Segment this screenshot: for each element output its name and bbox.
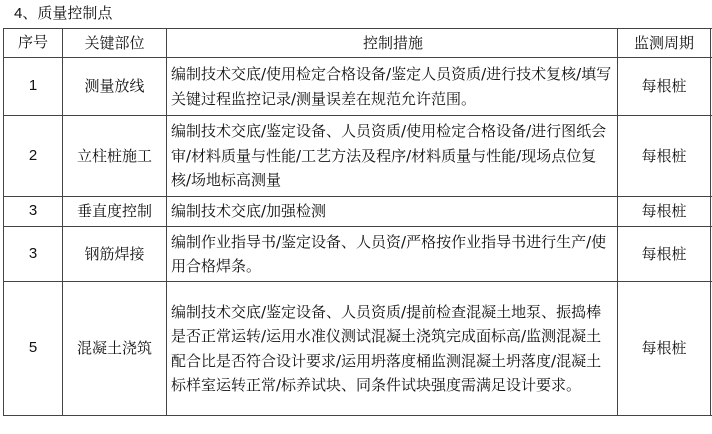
header-no: 序号 <box>4 29 63 58</box>
row-measure: 编制作业指导书/鉴定设备、人员资/严格按作业指导书进行生产/使用合格焊条。 <box>167 227 618 282</box>
table-header-row <box>4 29 712 58</box>
table-row <box>4 197 712 227</box>
row-part: 混凝土浇筑 <box>63 282 167 416</box>
row-number: 2 <box>4 116 63 197</box>
section-heading <box>14 0 112 26</box>
row-measure: 编制技术交底/使用检定合格设备/鉴定人员资质/进行技术复核/填写关键过程监控记录/测量误差在规范允许范围。 <box>167 58 618 116</box>
row-number: 5 <box>4 282 63 416</box>
section-number: 4、 <box>14 5 38 22</box>
row-measure: 编制技术交底/加强检测 <box>167 197 618 227</box>
section-title: 质量控制点 <box>37 4 113 22</box>
row-period: 每根桩 <box>618 227 711 282</box>
row-part: 立柱桩施工 <box>63 116 167 197</box>
table-row <box>4 282 712 416</box>
row-number: 3 <box>4 197 63 227</box>
row-period: 每根桩 <box>618 58 711 116</box>
row-measure: 编制技术交底/鉴定设备、人员资质/提前检查混凝土地泵、振捣棒是否正常运转/运用水准仪测试混凝土浇筑完成面标高/监测混凝土配合比是否符合设计要求/运用坍落度桶监测混凝土坍落度/混凝土标样室运转正常/标养试块、同条件试块强度需满足设计要求。 <box>167 282 618 416</box>
table-row <box>4 58 712 116</box>
row-period: 每根桩 <box>618 197 711 227</box>
table-row <box>4 227 712 282</box>
row-part: 钢筋焊接 <box>63 227 167 282</box>
header-period: 监测周期 <box>618 29 711 58</box>
row-number: 1 <box>4 58 63 116</box>
row-part: 测量放线 <box>63 58 167 116</box>
quality-control-table <box>3 28 712 416</box>
row-number: 3 <box>4 227 63 282</box>
table-row <box>4 116 712 197</box>
row-period: 每根桩 <box>618 282 711 416</box>
header-measure: 控制措施 <box>167 29 618 58</box>
row-period: 每根桩 <box>618 116 711 197</box>
header-part: 关键部位 <box>63 29 167 58</box>
row-part: 垂直度控制 <box>63 197 167 227</box>
row-measure: 编制技术交底/鉴定设备、人员资质/使用检定合格设备/进行图纸会审/材料质量与性能/工艺方法及程序/材料质量与性能/现场点位复核/场地标高测量 <box>167 116 618 197</box>
